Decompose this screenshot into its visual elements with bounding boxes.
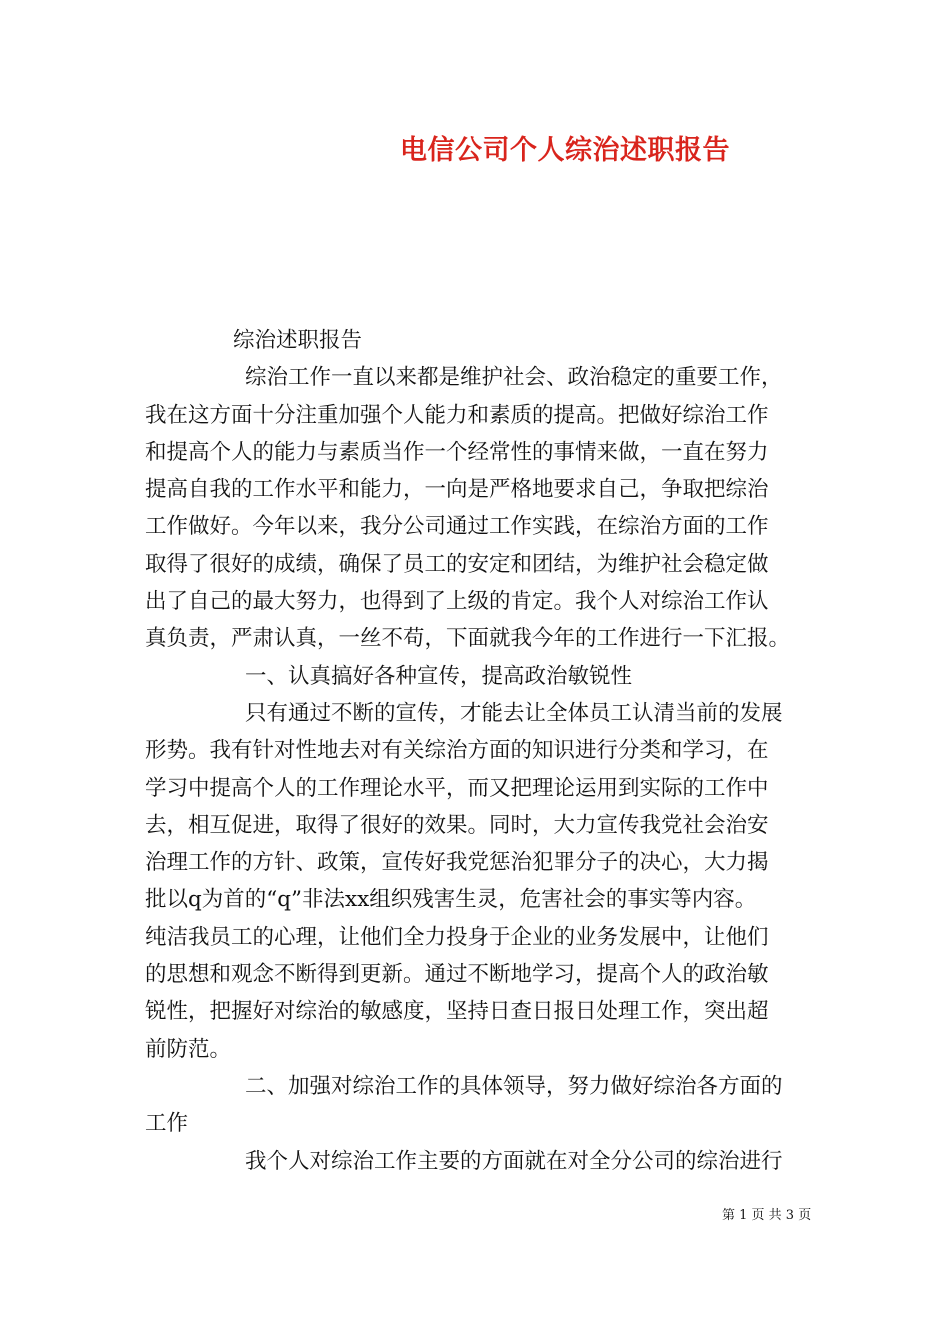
paragraph-line: 我在这方面十分注重加强个人能力和素质的提高。把做好综治工作 <box>145 402 769 428</box>
section-heading-continued: 工作 <box>145 1111 189 1137</box>
paragraph-line: 锐性，把握好对综治的敏感度，坚持日查日报日处理工作，突出超 <box>145 999 769 1025</box>
paragraph-line: 真负责，严肃认真，一丝不苟，下面就我今年的工作进行一下汇报。 <box>145 626 791 652</box>
paragraph-line: 我个人对综治工作主要的方面就在对全分公司的综治进行 <box>245 1148 783 1174</box>
paragraph-line: 形势。我有针对性地去对有关综治方面的知识进行分类和学习，在 <box>145 738 769 764</box>
section-heading: 综治述职报告 <box>233 328 363 353</box>
page-number: 第 1 页 共 3 页 <box>722 1208 812 1223</box>
paragraph-line: 治理工作的方针、政策，宣传好我党惩治犯罪分子的决心，大力揭 <box>145 850 769 876</box>
paragraph-line: 综治工作一直以来都是维护社会、政治稳定的重要工作， <box>245 365 783 391</box>
section-heading: 一、认真搞好各种宣传，提高政治敏锐性 <box>245 663 633 689</box>
paragraph-line: 纯洁我员工的心理，让他们全力投身于企业的业务发展中，让他们 <box>145 924 769 950</box>
paragraph-line: 前防范。 <box>145 1036 232 1062</box>
paragraph-line: 学习中提高个人的工作理论水平，而又把理论运用到实际的工作中 <box>145 775 769 801</box>
paragraph-line: 的思想和观念不断得到更新。通过不断地学习，提高个人的政治敏 <box>145 962 769 988</box>
page-title: 电信公司个人综治述职报告 <box>400 135 730 166</box>
document-body <box>145 322 825 1180</box>
paragraph-line: 去，相互促进，取得了很好的效果。同时，大力宣传我党社会治安 <box>145 812 769 838</box>
paragraph-line: 出了自己的最大努力，也得到了上级的肯定。我个人对综治工作认 <box>145 589 769 615</box>
paragraph-line: 批以q为首的“q”非法xx组织残害生灵，危害社会的事实等内容。 <box>145 887 757 913</box>
section-heading: 二、加强对综治工作的具体领导，努力做好综治各方面的 <box>245 1073 783 1099</box>
paragraph-line: 工作做好。今年以来，我分公司通过工作实践，在综治方面的工作 <box>145 514 769 540</box>
paragraph-line: 和提高个人的能力与素质当作一个经常性的事情来做，一直在努力 <box>145 439 769 465</box>
paragraph-line: 只有通过不断的宣传，才能去让全体员工认清当前的发展 <box>245 700 783 726</box>
paragraph-line: 取得了很好的成绩，确保了员工的安定和团结，为维护社会稳定做 <box>145 551 769 577</box>
paragraph-line: 提高自我的工作水平和能力，一向是严格地要求自己，争取把综治 <box>145 477 769 503</box>
